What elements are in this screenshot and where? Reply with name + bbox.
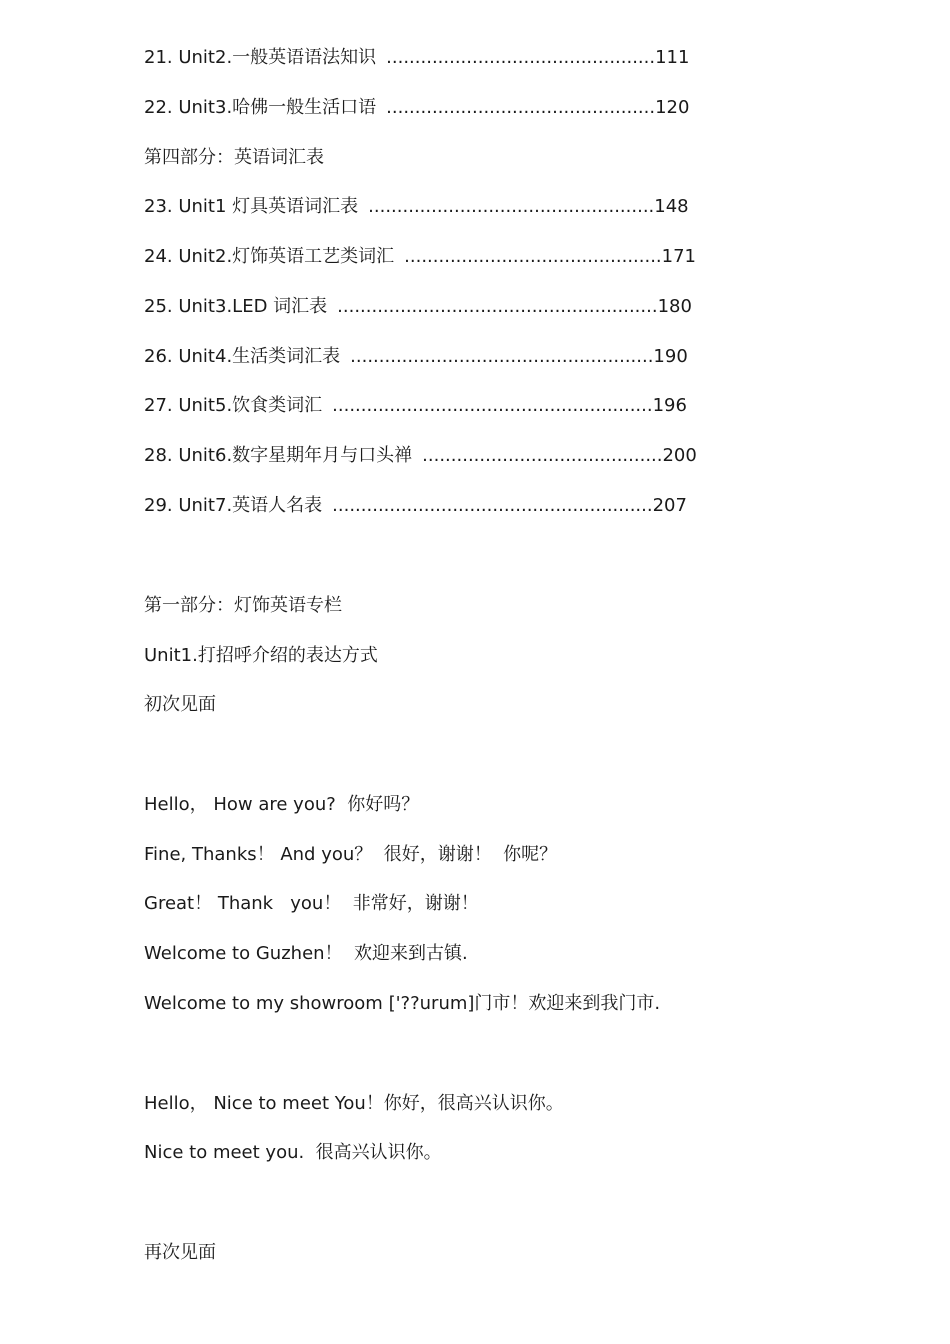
toc-page-number: 171 — [661, 246, 697, 267]
toc-leader-dots: ........................................................ — [332, 495, 653, 516]
dialog-line: Hello， Nice to meet You！你好，很高兴认识你。 — [144, 1093, 564, 1114]
toc-entry-title: 21. Unit2.一般英语语法知识 — [144, 47, 377, 68]
toc-entry[interactable] — [144, 95, 689, 121]
part-title: 第一部分：灯饰英语专栏 — [144, 595, 342, 616]
toc-entry[interactable] — [144, 244, 696, 270]
toc-page-number: 196 — [652, 395, 687, 416]
dialog-line: Welcome to my showroom ['??urum]门市！欢迎来到我门市. — [144, 993, 661, 1014]
toc-entry-title: 25. Unit3.LED 词汇表 — [144, 296, 328, 317]
toc-section-heading: 第四部分：英语词汇表 — [144, 147, 324, 168]
toc-leader-dots: ..................................................... — [350, 346, 654, 367]
toc-entry[interactable] — [144, 45, 689, 71]
toc-entry-title: 22. Unit3.哈佛一般生活口语 — [144, 97, 377, 118]
unit-title: Unit1.打招呼介绍的表达方式 — [144, 645, 378, 666]
toc-entry-title: 24. Unit2.灯饰英语工艺类词汇 — [144, 246, 395, 267]
toc-page-number: 120 — [655, 97, 690, 118]
toc-page-number: 180 — [657, 296, 692, 317]
toc-leader-dots: ........................................................ — [332, 395, 653, 416]
toc-entry-title: 28. Unit6.数字星期年月与口头禅 — [144, 445, 413, 466]
toc-page-number: 111 — [655, 47, 690, 68]
toc-leader-dots: ............................................... — [386, 97, 656, 118]
toc-leader-dots: .................................................. — [368, 196, 655, 217]
toc-page-number: 200 — [662, 445, 697, 466]
dialog-line: Nice to meet you. 很高兴认识你。 — [144, 1142, 442, 1163]
toc-entry[interactable] — [144, 443, 697, 469]
toc-leader-dots: ........................................................ — [337, 296, 658, 317]
toc-entry[interactable] — [144, 294, 692, 320]
toc-leader-dots: ............................................. — [404, 246, 662, 267]
toc-entry-title: 29. Unit7.英语人名表 — [144, 495, 323, 516]
subheading-meeting-again: 再次见面 — [144, 1242, 216, 1263]
toc-page-number: 190 — [653, 346, 688, 367]
toc-entry[interactable] — [144, 344, 688, 370]
toc-entry[interactable] — [144, 393, 687, 419]
toc-entry[interactable] — [144, 493, 687, 519]
toc-leader-dots: ............................................... — [386, 47, 656, 68]
toc-entry-title: 26. Unit4.生活类词汇表 — [144, 346, 341, 367]
dialog-line: Fine, Thanks！ And you？ 很好，谢谢！ 你呢？ — [144, 844, 558, 865]
subheading-first-meeting: 初次见面 — [144, 694, 216, 715]
toc-entry-title: 23. Unit1 灯具英语词汇表 — [144, 196, 359, 217]
toc-page-number: 207 — [652, 495, 687, 516]
dialog-line: Welcome to Guzhen！ 欢迎来到古镇. — [144, 943, 468, 964]
toc-entry-title: 27. Unit5.饮食类词汇 — [144, 395, 323, 416]
toc-leader-dots: .......................................... — [422, 445, 663, 466]
toc-entry[interactable] — [144, 194, 689, 220]
dialog-line: Hello， How are you? 你好吗？ — [144, 794, 420, 815]
toc-page-number: 148 — [654, 196, 689, 217]
dialog-line: Great！ Thank you！ 非常好，谢谢！ — [144, 893, 479, 914]
